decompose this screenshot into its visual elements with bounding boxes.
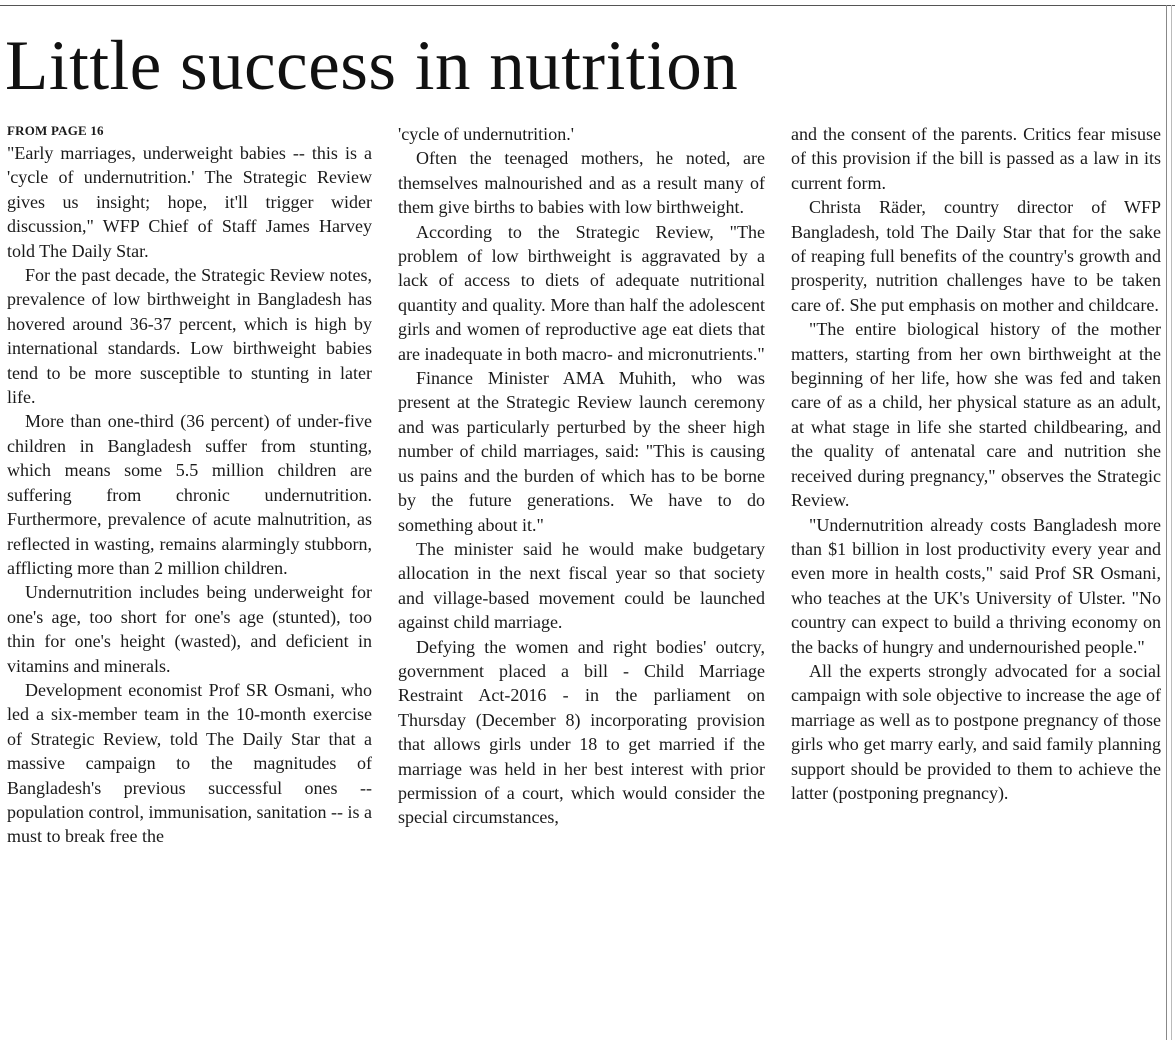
- article-paragraph: Christa Räder, country director of WFP Bangladesh, told The Daily Star that for the sake of reaping full benefits of the country's growth and prosperity, nutrition challenges have to be taken care of. She put emphasis on mother and childcare.: [791, 197, 1161, 315]
- article-paragraph: According to the Strategic Review, "The problem of low birthweight is aggravated by a lack of access to diets of adequate nutritional quantity and quality. More than half the adolescent girls and women of reproductive age eat diets that are inadequate in both macro- and micronutrients.": [398, 221, 765, 364]
- article-paragraph: Undernutrition includes being underweight for one's age, too short for one's age (stunted), too thin for one's height (wasted), and deficient in vitamins and minerals.: [7, 582, 372, 676]
- article-column-3: [791, 122, 1161, 805]
- article-paragraph: All the experts strongly advocated for a social campaign with sole objective to increase the age of marriage as well as to postpone pregnancy of those girls who get marry early, and said family planning support should be provided to them to achieve the latter (postponing pregnancy).: [791, 660, 1161, 803]
- article-paragraph: Finance Minister AMA Muhith, who was present at the Strategic Review launch ceremony and was particularly perturbed by the sheer high number of child marriages, said: "This is causing us pains and the burden of which has to be borne by the future generations. We have to do something about it.": [398, 368, 765, 535]
- article-paragraph: The minister said he would make budgetary allocation in the next fiscal year so that society and village-based movement could be launched against child marriage.: [398, 538, 765, 633]
- right-column-rule-outer: [1171, 5, 1172, 1040]
- article-paragraph: For the past decade, the Strategic Review notes, prevalence of low birthweight in Bangladesh has hovered around 36-37 percent, which is high by international standards. Low birthweight babies tend to be more susceptible to stunting in later life.: [7, 265, 372, 408]
- article-paragraph: Often the teenaged mothers, he noted, are themselves malnourished and as a result many of them give births to babies with low birthweight.: [398, 148, 765, 218]
- article-paragraph: 'cycle of undernutrition.': [398, 124, 574, 144]
- article-column-2: [398, 122, 765, 830]
- article-paragraph: Defying the women and right bodies' outcry, government placed a bill - Child Marriage Restraint Act-2016 - in the parliament on Thursday (December 8) incorporating provision that allows girls under 18 to get married if the marriage was held in her best interest with prior permission of a court, which would consider the special circumstances,: [398, 636, 765, 828]
- article-paragraph: Development economist Prof SR Osmani, who led a six-member team in the 10-month exercise of Strategic Review, told The Daily Star that a massive campaign to the magnitudes of Bangladesh's previous successful ones -- population control, immunisation, sanitation -- is a must to break free the: [7, 679, 372, 847]
- article-paragraph: and the consent of the parents. Critics fear misuse of this provision if the bill is passed as a law in its current form.: [791, 124, 1161, 193]
- kicker: FROM PAGE 16: [7, 123, 104, 138]
- article-paragraph: "The entire biological history of the mother matters, starting from her own birthweight at the beginning of her life, how she was fed and taken care of as a child, her physical stature as an adult, at what stage in life she started childbearing, and the quality of antenatal care and nutrition she received during pregnancy," observes the Strategic Review.: [791, 319, 1161, 511]
- right-column-rule: [1166, 5, 1167, 1040]
- article-paragraph: "Early marriages, underweight babies -- this is a 'cycle of undernutrition.' The Strategic Review gives us insight; hope, it'll trigger wider discussion," WFP Chief of Staff James Harvey told The Daily Star.: [7, 143, 372, 261]
- article-paragraph: "Undernutrition already costs Bangladesh more than $1 billion in lost productivity every year and even more in health costs," said Prof SR Osmani, who teaches at the UK's University of Ulster. "No country can expect to build a thriving economy on the backs of hungry and undernourished people.": [791, 514, 1161, 657]
- headline: Little success in nutrition: [5, 27, 739, 105]
- article-column-1: [7, 122, 372, 849]
- top-rule: [0, 5, 1175, 6]
- article-paragraph: More than one-third (36 percent) of under-five children in Bangladesh suffer from stunting, which means some 5.5 million children are suffering from chronic undernutrition. Furthermore, prevalence of acute malnutrition, as reflected in wasting, remains alarmingly stubborn, afflicting more than 2 million children.: [7, 411, 372, 578]
